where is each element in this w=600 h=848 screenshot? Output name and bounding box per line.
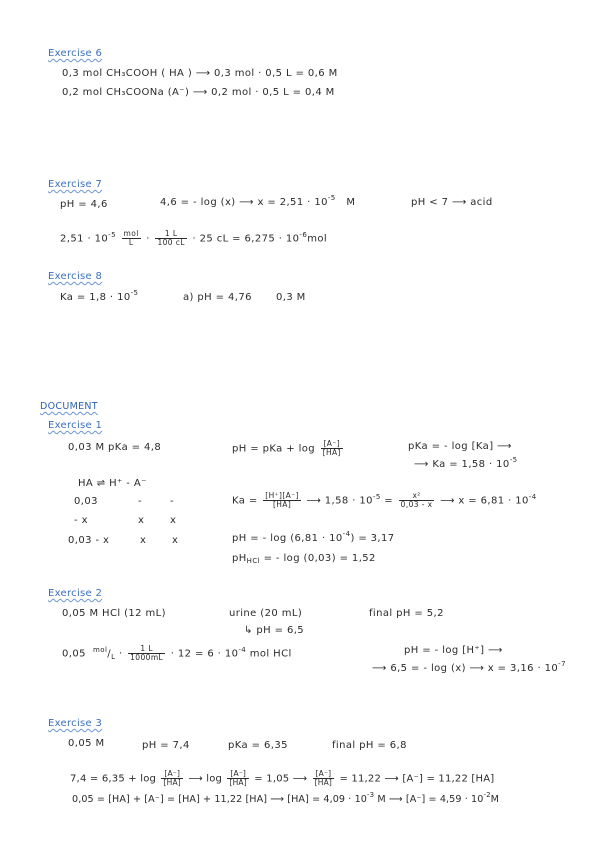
exercise-1-heading: Exercise 1 <box>48 420 103 431</box>
exercise-8-heading: Exercise 8 <box>48 271 103 282</box>
ex7-ph: pH = 4,6 <box>60 199 108 210</box>
ex3-ratio-fraction-1: $\frac{[A^-]}{[HA]}$ <box>163 769 181 787</box>
ex6-line-2: 0,2 mol CH₃COONa (A⁻) ⟶ 0,2 mol · 0,5 L = 0,4 M <box>62 87 335 98</box>
ex2-ph-result: ⟶ 6,5 = - log (x) ⟶ $x = 3,16 \cdot 10^{-7}$ <box>372 660 566 674</box>
ex1-pka-definition: pKa = - log [Ka] ⟶ <box>408 441 512 452</box>
ex2-urine: urine (20 mL) <box>229 608 303 619</box>
ex1-ice-change-h: x <box>138 515 145 526</box>
ex8-ka: $Ka = 1,8 \cdot 10^{-5}$ <box>60 289 139 303</box>
ex1-ice-eq-a: x <box>172 535 179 546</box>
exercise-7-heading: Exercise 7 <box>48 179 103 190</box>
ex2-final-ph: final pH = 5,2 <box>369 608 444 619</box>
ex2-ph-definition: pH = - log [H⁺] ⟶ <box>404 645 503 656</box>
ex1-hh-fraction: $\frac{[A^-]}{[HA]}$ <box>322 439 341 457</box>
ex7-conv-a-exp: -5 <box>108 230 116 239</box>
ex1-ice-change-ha: - x <box>74 515 88 526</box>
exercise-6-heading: Exercise 6 <box>48 48 103 59</box>
ex1-ice-change-a: x <box>170 515 177 526</box>
ex7-conv-b: · 25 cL = 6,275 · 10 <box>192 233 300 245</box>
ex3-concentration: 0,05 M <box>68 738 105 749</box>
ex1-given: 0,03 M pKa = 4,8 <box>68 442 162 453</box>
ex8-part-a: a) pH = 4,76 <box>183 292 252 303</box>
ex3-ratio-fraction-2: $\frac{[A^-]}{[HA]}$ <box>229 769 247 787</box>
ex1-x-fraction: $\frac{\text{x²}}{0,03 - x}$ <box>400 491 433 509</box>
ex1-henderson: pH = pKa + log $\frac{[A^-]}{[HA]}$ <box>232 439 341 457</box>
ex1-ice-eq-h: x <box>140 535 147 546</box>
exercise-3-heading: Exercise 3 <box>48 718 103 729</box>
ex1-ka-fraction: $\frac{[H^+][A^-]}{[HA]}$ <box>265 491 299 509</box>
ex7-fraction-mol-per-l: $\frac{\text{mol}}{L}$ <box>123 229 139 247</box>
ex2-fraction-l-per-ml: $\frac{1 L}{1000mL}$ <box>130 644 164 662</box>
ex2-moles: 0,05 $^{mol}/_L$ · $\frac{1 L}{1000mL}$ · $12 = 6 \cdot 10^{-4}$ mol HCl <box>62 644 292 662</box>
ex7-conv-unit: mol <box>307 233 328 245</box>
ex7-fraction-l-per-cl: $\frac{1 L}{100 cL}$ <box>157 229 185 247</box>
ex8-concentration: 0,3 M <box>276 292 306 303</box>
exercise-2-heading: Exercise 2 <box>48 588 103 599</box>
ex1-ph-result: pH = - $\log (6,81 \cdot 10^{-4}) = 3,17$ <box>232 530 395 544</box>
ex7-conv-b-exp: -6 <box>299 230 308 239</box>
ex1-ph-hcl: $pH_{HCl}$ = - log (0,03) = 1,52 <box>232 553 376 565</box>
ex7-equation <box>160 194 356 209</box>
document-heading: DOCUMENT <box>40 401 98 412</box>
ex6-line-1: 0,3 mol CH₃COOH ( HA ) ⟶ 0,3 mol · 0,5 L = 0,6 M <box>62 68 338 79</box>
ex1-ka-value: ⟶ $Ka = 1,58 \cdot 10^{-5}$ <box>414 456 518 470</box>
ex3-pka: pKa = 6,35 <box>228 740 288 751</box>
ex3-ph: pH = 7,4 <box>142 740 190 751</box>
ex1-ice-initial-a: - <box>170 496 175 507</box>
ex1-reaction: HA ⇌ H⁺ - A⁻ <box>78 478 147 489</box>
ex7-conv-a: 2,51 · 10 <box>60 233 109 245</box>
ex1-ice-initial-h: - <box>138 496 143 507</box>
ex2-hcl: 0,05 M HCl (12 mL) <box>62 608 166 619</box>
ex1-ice-eq-ha: 0,03 - x <box>68 535 110 546</box>
ex3-line-1: 7,4 = 6,35 + log $\frac{[A^-]}{[HA]}$ ⟶ log $\frac{[A^-]}{[HA]}$ = 1,05 ⟶ $\frac{[A^-]}{[HA]}$ = 11,22 ⟶ [A⁻] = 11,22 [HA] <box>70 769 495 787</box>
ex1-ice-initial-ha: 0,03 <box>74 496 98 507</box>
ex3-final-ph: final pH = 6,8 <box>332 740 407 751</box>
ex7-conversion: $2,51 \cdot 10^{-5}$ $\frac{\text{mol}}{L}$ · $\frac{1 L}{100 cL}$ · 25 cL = $6,275 \cdot 10^{-6}mol$ <box>60 229 328 247</box>
ex1-ka-expression: Ka = $\frac{[H^+][A^-]}{[HA]}$ ⟶ $1,58 \cdot 10^{-5}$ = $\frac{\text{x²}}{0,03 - x}$ ⟶ $x = 6,81 \cdot 10^{-4}$ <box>232 491 537 509</box>
ex7-equation-text: 4,6 = - log (x) ⟶ x = 2,51 · 10 <box>160 197 328 208</box>
ex7-equation-unit: M <box>346 197 356 208</box>
ex7-equation-exp: -5 <box>327 194 336 202</box>
ex3-line-2: 0,05 = [HA] + [A⁻] = [HA] + 11,22 [HA] ⟶ $[HA] = 4,09 \cdot 10^{-3}$ M ⟶ $[A^-] = 4,59 \cdot 10^{-2}M$ <box>72 791 500 805</box>
ex7-acid: pH < 7 ⟶ acid <box>411 197 493 208</box>
ex3-ratio-fraction-3: $\frac{[A^-]}{[HA]}$ <box>314 769 333 787</box>
ex2-urine-ph: ↳ pH = 6,5 <box>244 625 305 636</box>
